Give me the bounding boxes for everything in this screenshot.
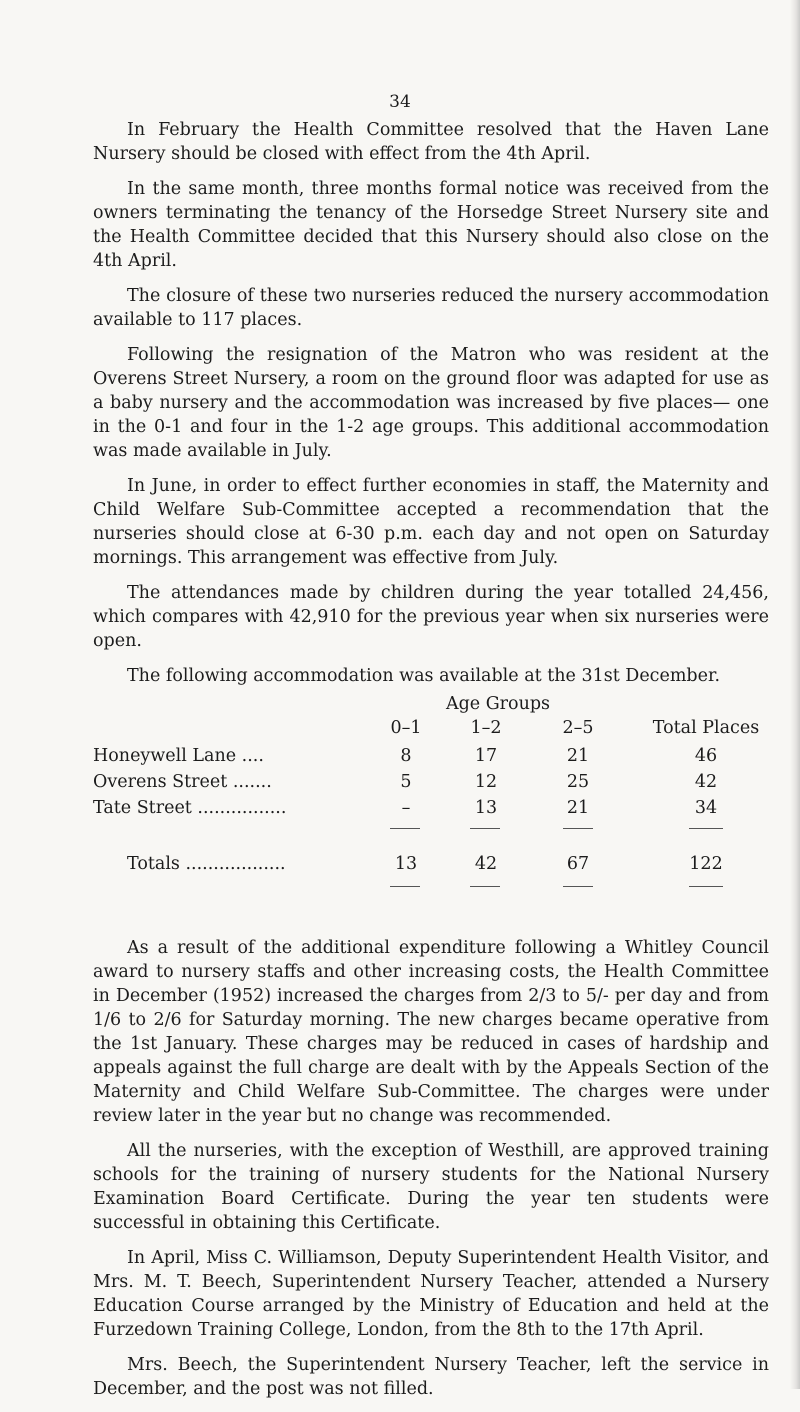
paragraph-training-schools: All the nurseries, with the exception of Westhill, are approved training schools for the training of nursery students for the National Nursery Examination Board Certificate. During the year ten students were successful in obtaining this Certificate. (93, 1141, 769, 1233)
table-cell: 42 (694, 772, 718, 792)
paragraph-attendances: The attendances made by children during the year totalled 24,456, which compares with 42,910 for the previous year when six nurseries were open. (93, 583, 769, 651)
table-cell: 17 (474, 746, 498, 766)
column-header-0-1: 0–1 (390, 718, 422, 738)
age-groups-heading: Age Groups (445, 694, 551, 714)
sum-rule (689, 828, 723, 829)
paragraph-beech-left: Mrs. Beech, the Superintendent Nursery Teacher, left the service in December, and the post was not filled. (93, 1355, 769, 1399)
paragraph-overens-street: Following the resignation of the Matron who was resident at the Overens Street Nursery, a room on the ground floor was adapted for use as a baby nursery and the accommodation was increased by five places— one in the 0-1 and four in the 1-2 age groups. This additional accommodation was made available in July. (93, 345, 769, 461)
paragraph-closure: The closure of these two nurseries reduced the nursery accommodation available to 117 places. (93, 286, 769, 330)
totals-cell: 122 (689, 854, 723, 874)
column-header-total-places: Total Places (652, 718, 760, 738)
row-name-overens-street: Overens Street ....... (93, 772, 272, 792)
table-cell: 46 (694, 746, 718, 766)
paragraph-accommodation-intro: The following accommodation was available at the 31st December. (127, 666, 721, 686)
total-rule (563, 886, 593, 887)
row-name-totals: Totals .................. (127, 854, 286, 874)
paragraph-haven-lane: In February the Health Committee resolved that the Haven Lane Nursery should be closed with effect from the 4th April. (93, 120, 769, 164)
total-rule (689, 886, 723, 887)
table-cell: 12 (474, 772, 498, 792)
sum-rule (563, 828, 593, 829)
totals-cell: 13 (394, 854, 418, 874)
paragraph-charges: As a result of the additional expenditure following a Whitley Council award to nursery staffs and other increasing costs, the Health Committee in December (1952) increased the charges from 2/3 to 5/- per day and from 1/6 to 2/6 for Saturday morning. The new charges became operative from the 1st January. These charges may be reduced in cases of hardship and appeals against the full charge are dealt with by the Appeals Section of the Maternity and Child Welfare Sub-Committee. The charges were under review later in the year but no change was recommended. (93, 938, 769, 1126)
paragraph-horsedge-street: In the same month, three months formal notice was received from the owners terminating the tenancy of the Horsedge Street Nursery site and the Health Committee decided that this Nursery should also close on the 4th April. (93, 179, 769, 271)
table-cell: 13 (474, 798, 498, 818)
column-header-1-2: 1–2 (470, 718, 502, 738)
total-rule (470, 886, 500, 887)
page-edge-shadow (790, 0, 800, 1389)
sum-rule (390, 828, 420, 829)
row-name-honeywell-lane: Honeywell Lane .... (93, 746, 264, 766)
table-cell: 25 (566, 772, 590, 792)
totals-cell: 67 (566, 854, 590, 874)
totals-cell: 42 (474, 854, 498, 874)
total-rule (390, 886, 420, 887)
table-cell: 8 (400, 746, 412, 766)
table-cell: 21 (566, 746, 590, 766)
accommodation-table (93, 690, 769, 936)
paragraph-education-course: In April, Miss C. Williamson, Deputy Superintendent Health Visitor, and Mrs. M. T. Beech, Superintendent Nursery Teacher, attended a Nursery Education Course arranged by the Ministry of Education and held at the Furzedown Training College, London, from the 8th to the 17th April. (93, 1248, 769, 1340)
table-cell: 5 (400, 772, 412, 792)
table-cell: – (401, 798, 411, 818)
sum-rule (470, 828, 500, 829)
page-number: 34 (389, 92, 411, 112)
table-cell: 34 (694, 798, 718, 818)
row-name-tate-street: Tate Street ................ (93, 798, 287, 818)
column-header-2-5: 2–5 (562, 718, 594, 738)
paragraph-economies: In June, in order to effect further economies in staff, the Maternity and Child Welfare Sub-Committee accepted a recommendation that the nurseries should close at 6-30 p.m. each day and not open on Saturday mornings. This arrangement was effective from July. (93, 476, 769, 568)
document-body (93, 118, 769, 1412)
table-cell: 21 (566, 798, 590, 818)
